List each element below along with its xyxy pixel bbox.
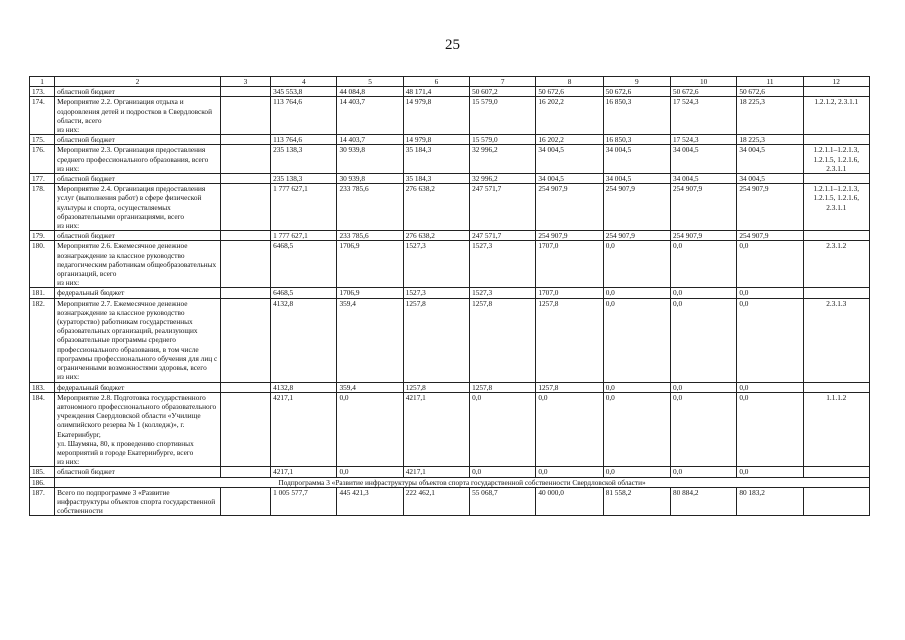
row-col3 [220,145,270,174]
row-value: 4132,8 [271,382,337,392]
row-value: 80 884,2 [671,487,737,516]
row-col3 [220,184,270,231]
column-header: 5 [337,77,403,87]
table-row [30,145,870,174]
row-value: 30 939,8 [337,145,403,174]
row-value: 4132,8 [271,298,337,382]
row-value: 34 004,5 [536,145,603,174]
row-label: областной бюджет [55,87,221,97]
row-number: 187. [30,487,55,516]
row-value: 50 672,6 [536,87,603,97]
row-col3 [220,487,270,516]
row-value: 0,0 [337,392,403,467]
row-value: 1706,9 [337,288,403,298]
row-label: областной бюджет [55,467,221,477]
row-number: 182. [30,298,55,382]
row-value: 48 171,4 [403,87,469,97]
row-value: 359,4 [337,298,403,382]
row-value: 1257,8 [403,298,469,382]
row-value: 0,0 [737,467,803,477]
row-value: 276 638,2 [403,231,469,241]
table-row [30,487,870,516]
row-value: 16 202,2 [536,97,603,135]
row-value: 34 004,5 [671,174,737,184]
row-target-indicators: 1.2.1.1–1.2.1.3, 1.2.1.5, 1.2.1.6, 2.3.1.1 [803,184,869,231]
row-label: Мероприятие 2.8. Подготовка государственного автономного профессионального образовательного учреждения Свердловской области «Училище олимпийского резерва № 1 (колледж)», г. Екатеринбург, ул. Шаумяна, 80, к проведению спортивных мероприятий в городе Екатеринбурге, всего из них: [55,392,221,467]
row-value: 113 764,6 [271,97,337,135]
row-value: 14 403,7 [337,135,403,145]
row-value: 1257,8 [536,298,603,382]
table-row [30,97,870,135]
row-value: 34 004,5 [671,145,737,174]
table-row [30,382,870,392]
row-target-indicators [803,487,869,516]
row-value: 55 068,7 [470,487,536,516]
row-target-indicators [803,135,869,145]
row-value: 15 579,0 [470,135,536,145]
row-value: 32 996,2 [470,174,536,184]
row-col3 [220,392,270,467]
row-value: 14 979,8 [403,97,469,135]
row-value: 1527,3 [403,288,469,298]
row-target-indicators: 2.3.1.3 [803,298,869,382]
row-value: 0,0 [737,298,803,382]
row-value: 0,0 [737,392,803,467]
row-value: 254 907,9 [603,184,670,231]
table-row [30,135,870,145]
row-value: 254 907,9 [671,231,737,241]
row-value: 34 004,5 [737,174,803,184]
row-value: 1 777 627,1 [271,231,337,241]
row-value: 222 462,1 [403,487,469,516]
row-value: 254 907,9 [536,184,603,231]
row-value: 0,0 [603,298,670,382]
column-header: 10 [671,77,737,87]
row-target-indicators: 2.3.1.2 [803,241,869,288]
row-value: 1527,3 [470,288,536,298]
table-row [30,288,870,298]
row-value: 1527,3 [470,241,536,288]
row-value: 44 084,8 [337,87,403,97]
row-value: 0,0 [737,241,803,288]
row-label: федеральный бюджет [55,382,221,392]
row-value: 1257,8 [536,382,603,392]
table-row [30,241,870,288]
row-number: 176. [30,145,55,174]
row-value: 35 184,3 [403,145,469,174]
row-value: 81 558,2 [603,487,670,516]
row-target-indicators [803,288,869,298]
row-value: 1527,3 [403,241,469,288]
row-col3 [220,97,270,135]
row-label: Мероприятие 2.6. Ежемесячное денежное вознаграждение за классное руководство педагогическим работникам общеобразовательных организаций, всего из них: [55,241,221,288]
row-target-indicators: 1.2.1.1–1.2.1.3, 1.2.1.5, 1.2.1.6, 2.3.1.1 [803,145,869,174]
row-col3 [220,87,270,97]
row-number: 183. [30,382,55,392]
row-value: 254 907,9 [737,231,803,241]
row-target-indicators [803,87,869,97]
row-value: 233 785,6 [337,231,403,241]
row-value: 254 907,9 [603,231,670,241]
row-label: федеральный бюджет [55,288,221,298]
row-value: 4217,1 [271,467,337,477]
row-col3 [220,231,270,241]
row-value: 0,0 [337,467,403,477]
row-value: 4217,1 [403,467,469,477]
column-header: 4 [271,77,337,87]
row-value: 6468,5 [271,241,337,288]
row-value: 247 571,7 [470,184,536,231]
row-number: 175. [30,135,55,145]
row-label: областной бюджет [55,174,221,184]
row-number: 179. [30,231,55,241]
row-value: 0,0 [470,392,536,467]
column-header: 3 [220,77,270,87]
row-value: 359,4 [337,382,403,392]
page-number: 25 [445,37,460,53]
table-row [30,298,870,382]
row-value: 1257,8 [470,382,536,392]
row-value: 1707,0 [536,288,603,298]
row-target-indicators [803,467,869,477]
row-number: 174. [30,97,55,135]
row-value: 235 138,3 [271,174,337,184]
row-value: 17 524,3 [671,97,737,135]
row-value: 6468,5 [271,288,337,298]
row-col3 [220,174,270,184]
row-value: 0,0 [470,467,536,477]
row-col3 [220,298,270,382]
row-value: 254 907,9 [536,231,603,241]
row-value: 0,0 [671,298,737,382]
row-value: 17 524,3 [671,135,737,145]
row-col3 [220,241,270,288]
row-value: 80 183,2 [737,487,803,516]
column-header: 6 [403,77,469,87]
row-label: областной бюджет [55,135,221,145]
row-number: 177. [30,174,55,184]
row-value: 14 403,7 [337,97,403,135]
row-value: 1257,8 [470,298,536,382]
row-target-indicators: 1.1.1.2 [803,392,869,467]
row-value: 34 004,5 [603,145,670,174]
row-value: 0,0 [603,392,670,467]
row-value: 0,0 [603,382,670,392]
row-target-indicators [803,231,869,241]
row-number: 180. [30,241,55,288]
row-value: 40 000,0 [536,487,603,516]
column-header: 8 [536,77,603,87]
row-value: 345 553,8 [271,87,337,97]
row-label: Мероприятие 2.4. Организация предоставления услуг (выполнения работ) в сфере физической культуры и спорта, осуществляемых образовательными организациями, всего из них: [55,184,221,231]
row-value: 445 421,3 [337,487,403,516]
row-value: 0,0 [603,467,670,477]
table-row [30,87,870,97]
column-header: 11 [737,77,803,87]
row-value: 35 184,3 [403,174,469,184]
row-value: 0,0 [536,392,603,467]
row-number: 181. [30,288,55,298]
table-row [30,467,870,477]
row-number: 184. [30,392,55,467]
row-value: 32 996,2 [470,145,536,174]
row-value: 50 672,6 [671,87,737,97]
column-header: 12 [803,77,869,87]
row-value: 16 202,2 [536,135,603,145]
row-value: 34 004,5 [536,174,603,184]
table-row [30,231,870,241]
row-number: 186. [30,477,55,487]
table-row [30,184,870,231]
row-value: 1706,9 [337,241,403,288]
row-col3 [220,288,270,298]
row-col3 [220,467,270,477]
row-label: Мероприятие 2.3. Организация предоставления среднего профессионального образования, всего из них: [55,145,221,174]
row-value: 0,0 [671,241,737,288]
row-value: 1257,8 [403,382,469,392]
column-header: 2 [55,77,221,87]
row-value: 4217,1 [403,392,469,467]
row-value: 0,0 [671,288,737,298]
row-value: 18 225,3 [737,97,803,135]
row-value: 50 607,2 [470,87,536,97]
row-value: 247 571,7 [470,231,536,241]
row-value: 235 138,3 [271,145,337,174]
row-value: 0,0 [671,467,737,477]
row-value: 15 579,0 [470,97,536,135]
row-label: областной бюджет [55,231,221,241]
row-value: 0,0 [737,382,803,392]
budget-table [29,76,870,516]
row-value: 113 764,6 [271,135,337,145]
row-number: 185. [30,467,55,477]
subprogram-title: Подпрограмма 3 «Развитие инфраструктуры объектов спорта государственной собственности Свердловской области» [55,477,870,487]
row-value: 50 672,6 [603,87,670,97]
row-value: 0,0 [737,288,803,298]
row-number: 173. [30,87,55,97]
row-value: 16 850,3 [603,97,670,135]
row-label: Мероприятие 2.2. Организация отдыха и оздоровления детей и подростков в Свердловской области, всего из них: [55,97,221,135]
row-value: 16 850,3 [603,135,670,145]
row-value: 254 907,9 [737,184,803,231]
row-col3 [220,135,270,145]
row-value: 30 939,8 [337,174,403,184]
row-target-indicators [803,382,869,392]
row-value: 4217,1 [271,392,337,467]
table-header-row [30,77,870,87]
row-value: 34 004,5 [737,145,803,174]
column-header: 9 [603,77,670,87]
row-value: 50 672,6 [737,87,803,97]
column-header: 1 [30,77,55,87]
row-value: 254 907,9 [671,184,737,231]
row-label: Всего по подпрограмме 3 «Развитие инфраструктуры объектов спорта государственной собственности [55,487,221,516]
row-value: 0,0 [671,392,737,467]
row-value: 276 638,2 [403,184,469,231]
row-col3 [220,382,270,392]
column-header: 7 [470,77,536,87]
row-value: 1 777 627,1 [271,184,337,231]
row-value: 14 979,8 [403,135,469,145]
table-row [30,174,870,184]
row-value: 34 004,5 [603,174,670,184]
table-row [30,392,870,467]
row-value: 1 005 577,7 [271,487,337,516]
row-target-indicators [803,174,869,184]
row-label: Мероприятие 2.7. Ежемесячное денежное вознаграждение за классное руководство (кураторство) работникам государственных образовательных организаций, реализующих образовательные программы среднего профессионального образования, в том числе программы профессионального обучения для лиц с ограниченными возможностями здоровья, всего из них: [55,298,221,382]
row-value: 0,0 [603,288,670,298]
row-value: 233 785,6 [337,184,403,231]
row-target-indicators: 1.2.1.2, 2.3.1.1 [803,97,869,135]
row-value: 1707,0 [536,241,603,288]
row-number: 178. [30,184,55,231]
row-value: 0,0 [671,382,737,392]
row-value: 0,0 [603,241,670,288]
subprogram-row [30,477,870,487]
row-value: 18 225,3 [737,135,803,145]
row-value: 0,0 [536,467,603,477]
